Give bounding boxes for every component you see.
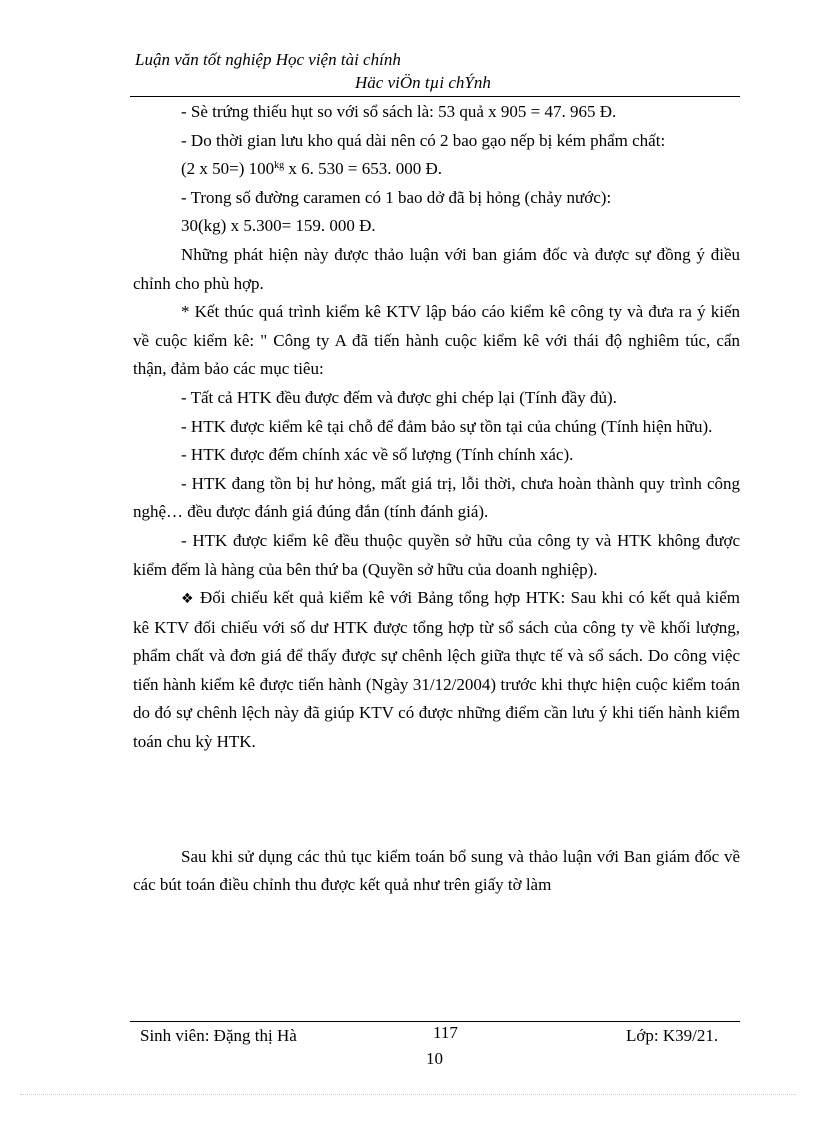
paragraph: * Kết thúc quá trình kiểm kê KTV lập báo cáo kiểm kê công ty và đưa ra ý kiến về cuộc kiểm kê: " Công ty A đã tiến hành cuộc kiểm kê với thái độ nghiêm túc, cẩn thận, đảm bảo các mục tiêu:: [133, 302, 740, 379]
footer-class: Lớp: K39/21.: [626, 1026, 719, 1045]
paragraph: - Tất cả HTK đều được đếm và được ghi chép lại (Tính đầy đủ).: [181, 387, 617, 407]
paragraph: - HTK được đếm chính xác về số lượng (Tính chính xác).: [181, 445, 574, 465]
paragraph: [133, 584, 740, 757]
formula-text: (2 x 50=) 100: [181, 159, 275, 179]
paragraph: - Trong số đường caramen có 1 bao dở đã bị hỏng (chảy nước):: [181, 187, 612, 207]
paragraph: - Do thời gian lưu kho quá dài nên có 2 bao gạo nếp bị kém phẩm chất:: [181, 130, 666, 150]
paragraph: - HTK đang tồn bị hư hỏng, mất giá trị, lỗi thời, chưa hoàn thành quy trình công nghệ… đều được đánh giá đúng đắn (tính đánh giá).: [133, 473, 740, 522]
page-bottom-border: [20, 1094, 796, 1095]
header-title: Luận văn tốt nghiệp Học viện tài chính: [135, 50, 401, 69]
unit-superscript: kg: [274, 160, 285, 172]
diamond-bullet-icon: ❖: [181, 591, 195, 608]
document-body: [133, 98, 740, 900]
footer-student: Sinh viên: Đặng thị Hà: [140, 1026, 297, 1045]
formula-text: x 6. 530 = 653. 000 Đ.: [284, 159, 443, 179]
blank-space: [133, 757, 740, 843]
paragraph: 30(kg) x 5.300= 159. 000 Đ.: [181, 216, 376, 236]
header-rule: [130, 96, 740, 97]
paragraph: Những phát hiện này được thảo luận với ban giám đốc và được sự đồng ý điều chỉnh cho phù hợp.: [133, 244, 740, 293]
footer-page-number: 117: [433, 1023, 458, 1042]
paragraph: - Sè trứng thiếu hụt so với sổ sách là: 53 quả x 905 = 47. 965 Đ.: [181, 102, 617, 121]
paragraph: [133, 155, 740, 184]
footer-sub-page-number: 10: [426, 1049, 443, 1068]
paragraph: - HTK được kiểm kê tại chỗ để đảm bảo sự tồn tại của chúng (Tính hiện hữu).: [181, 416, 713, 436]
paragraph: Sau khi sử dụng các thủ tục kiểm toán bổ sung và thảo luận với Ban giám đốc về các bút toán điều chỉnh thu được kết quả như trên giấy tờ làm: [133, 846, 740, 895]
paragraph-text: Đối chiếu kết quả kiểm kê với Bảng tổng hợp HTK: Sau khi có kết quả kiểm kê KTV đối chiếu với số dư HTK được tổng hợp từ sổ sách của công ty về khối lượng, phẩm chất và đơn giá để thấy được sự chênh lệch giữa thực tế và sổ sách. Do công việc tiến hành kiểm kê được tiến hành (Ngày 31/12/2004) trước khi thực hiện cuộc kiểm toán do đó sự chênh lệch này đã giúp KTV có được những điểm cần lưu ý khi tiến hành kiểm toán chu kỳ HTK.: [133, 588, 740, 752]
footer-rule: [130, 1021, 740, 1022]
header-subtitle: Häc viÖn tµi chÝnh: [355, 73, 491, 92]
paragraph: - HTK được kiểm kê đều thuộc quyền sở hữu của công ty và HTK không được kiểm đếm là hàng của bên thứ ba (Quyền sở hữu của doanh nghiệp).: [133, 530, 740, 579]
